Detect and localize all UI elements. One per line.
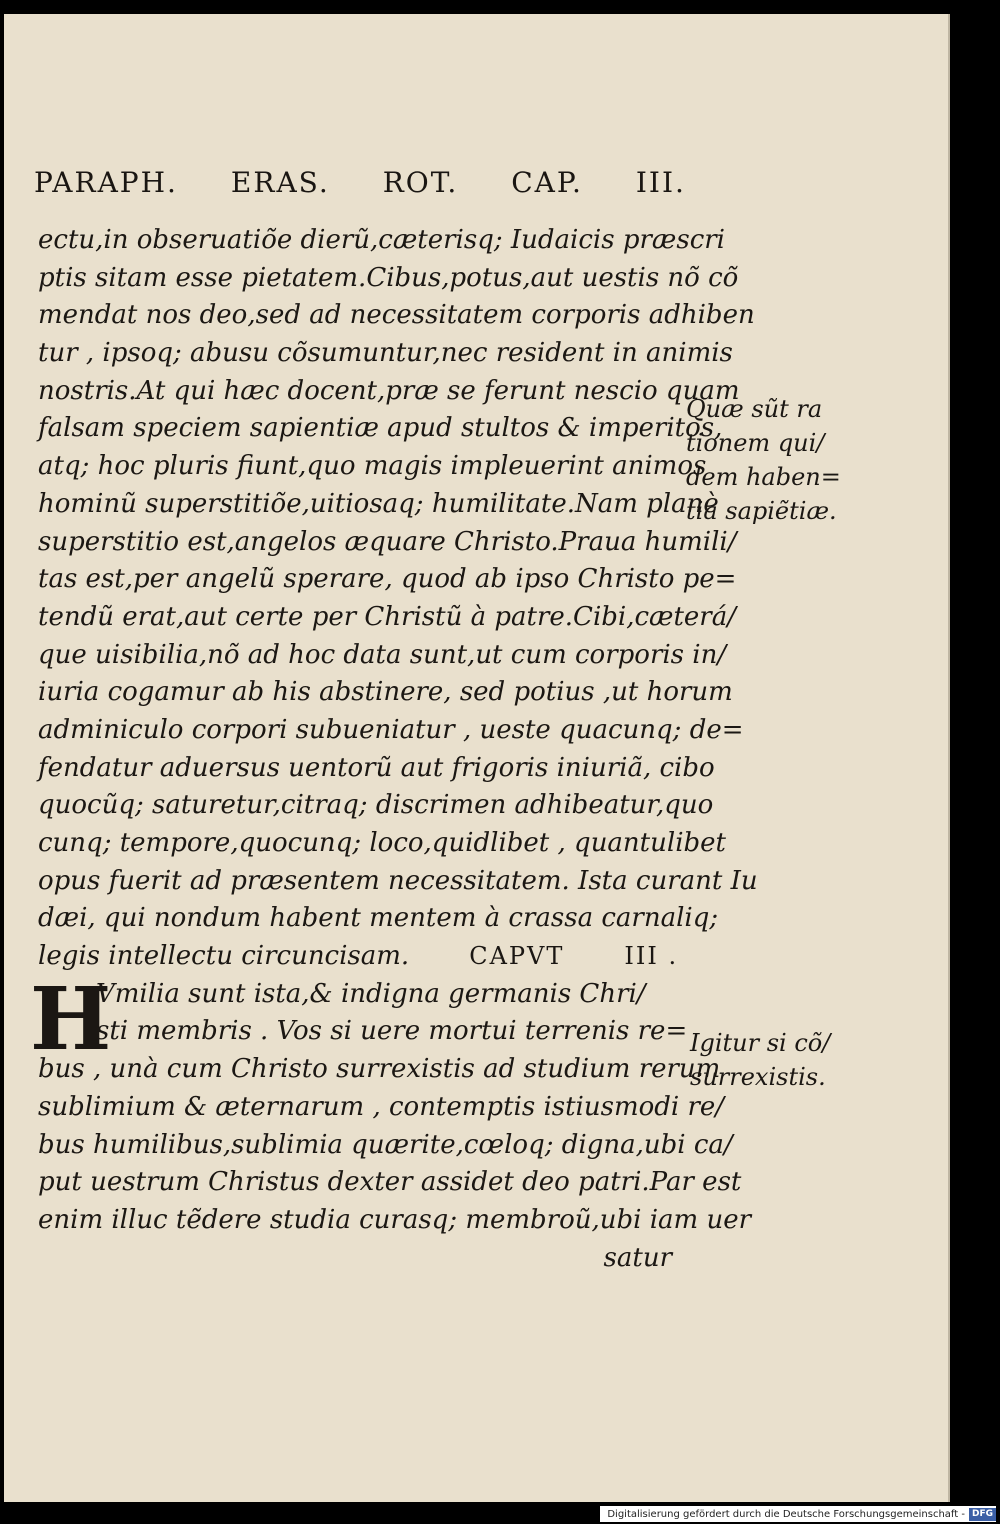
text-line: iuria cogamur ab his abstinere, sed potius ,ut horum: [38, 677, 733, 708]
text-line: falsam speciem sapientiæ apud stultos & imperitos,: [38, 413, 723, 444]
header-paraph: PARAPH.: [34, 166, 178, 199]
text-line: enim illuc tẽdere studia curasq; membroũ,ubi iam uer: [38, 1204, 752, 1235]
margin-note-line: Igitur si cõ/: [690, 1029, 831, 1057]
margin-note-line: dem haben=: [686, 463, 841, 491]
text-line: superstitio est,angelos æquare Christo.Praua humili/: [38, 526, 737, 557]
text-line: ptis sitam esse pietatem.Cibus,potus,aut uestis nõ cõ: [38, 262, 739, 293]
dfg-logo-icon: DFG: [969, 1508, 996, 1521]
text-line: sti membris . Vos si uere mortui terrenis re=: [96, 1016, 688, 1047]
margin-note-line: tia sapiẽtiæ.: [686, 497, 837, 525]
chapter-line-text: legis intellectu circuncisam.: [38, 941, 410, 972]
text-line: adminiculo corpori subueniatur , ueste quacunq; de=: [38, 714, 744, 745]
margin-note-sapientia: [686, 392, 841, 528]
text-line: bus , unà cum Christo surrexistis ad studium rerum: [38, 1054, 721, 1085]
header-eras: ERAS.: [230, 166, 330, 199]
margin-note-line: Quæ sũt ra: [686, 395, 823, 423]
chapter-title: CAPVT: [469, 942, 565, 971]
dropcap-initial: H: [30, 968, 112, 1070]
text-line: opus fuerit ad præsentem necessitatem. Ista curant Iu: [38, 865, 758, 896]
dropcap-paragraph: [30, 968, 688, 1070]
text-line: atq; hoc pluris fiunt,quo magis impleuerint animos: [38, 451, 707, 482]
text-line: que uisibilia,nõ ad hoc data sunt,ut cum corporis in/: [38, 639, 727, 670]
margin-note-line: tionem qui/: [686, 429, 825, 457]
margin-note-line: surrexistis.: [690, 1063, 826, 1091]
catchword: satur: [603, 1242, 672, 1273]
text-line: bus humilibus,sublimia quærite,cœloq; digna,ubi ca/: [38, 1129, 733, 1160]
running-header: [34, 166, 686, 206]
text-line: Vmilia sunt ista,& indigna germanis Chri/: [96, 978, 646, 1009]
text-line: tendũ erat,aut certe per Christũ à patre.Cibi,cæterá/: [38, 601, 737, 632]
text-line: tas est,per angelũ sperare, quod ab ipso Christo pe=: [38, 564, 737, 595]
header-chapter-number: III.: [635, 166, 686, 199]
text-line: quocũq; saturetur,citraq; discrimen adhibeatur,quo: [38, 790, 714, 821]
chapter-heading-line: [38, 938, 678, 976]
text-line: cunq; tempore,quocunq; loco,quidlibet , quantulibet: [38, 828, 726, 858]
text-line: dæi, qui nondum habent mentem à crassa carnaliq;: [38, 903, 719, 934]
text-line: nostris.At qui hæc docent,præ se ferunt nescio quam: [38, 375, 740, 406]
text-line: ectu,in obseruatiõe dierũ,cæterisq; Iudaicis præscri: [38, 225, 725, 255]
digitization-footer: [600, 1506, 996, 1522]
text-line: tur , ipsoq; abusu cõsumuntur,nec resident in animis: [38, 338, 733, 369]
text-line: put uestrum Christus dexter assidet deo patri.Par est: [38, 1167, 742, 1198]
header-rot: ROT.: [382, 166, 459, 199]
margin-note-surrexistis: [690, 1026, 830, 1094]
text-line: fendatur aduersus uentorũ aut frigoris iniuriã, cibo: [38, 752, 715, 783]
chapter-number: III .: [624, 942, 679, 971]
text-line: hominũ superstitiõe,uitiosaq; humilitate.Nam planè: [38, 488, 719, 519]
header-cap: CAP.: [511, 166, 583, 199]
text-line: mendat nos deo,sed ad necessitatem corporis adhiben: [38, 300, 755, 331]
text-line: sublimium & æternarum , contemptis istiusmodi re/: [38, 1091, 725, 1122]
footer-credit-text: Digitalisierung gefördert durch die Deutsche Forschungsgemeinschaft -: [607, 1508, 965, 1520]
